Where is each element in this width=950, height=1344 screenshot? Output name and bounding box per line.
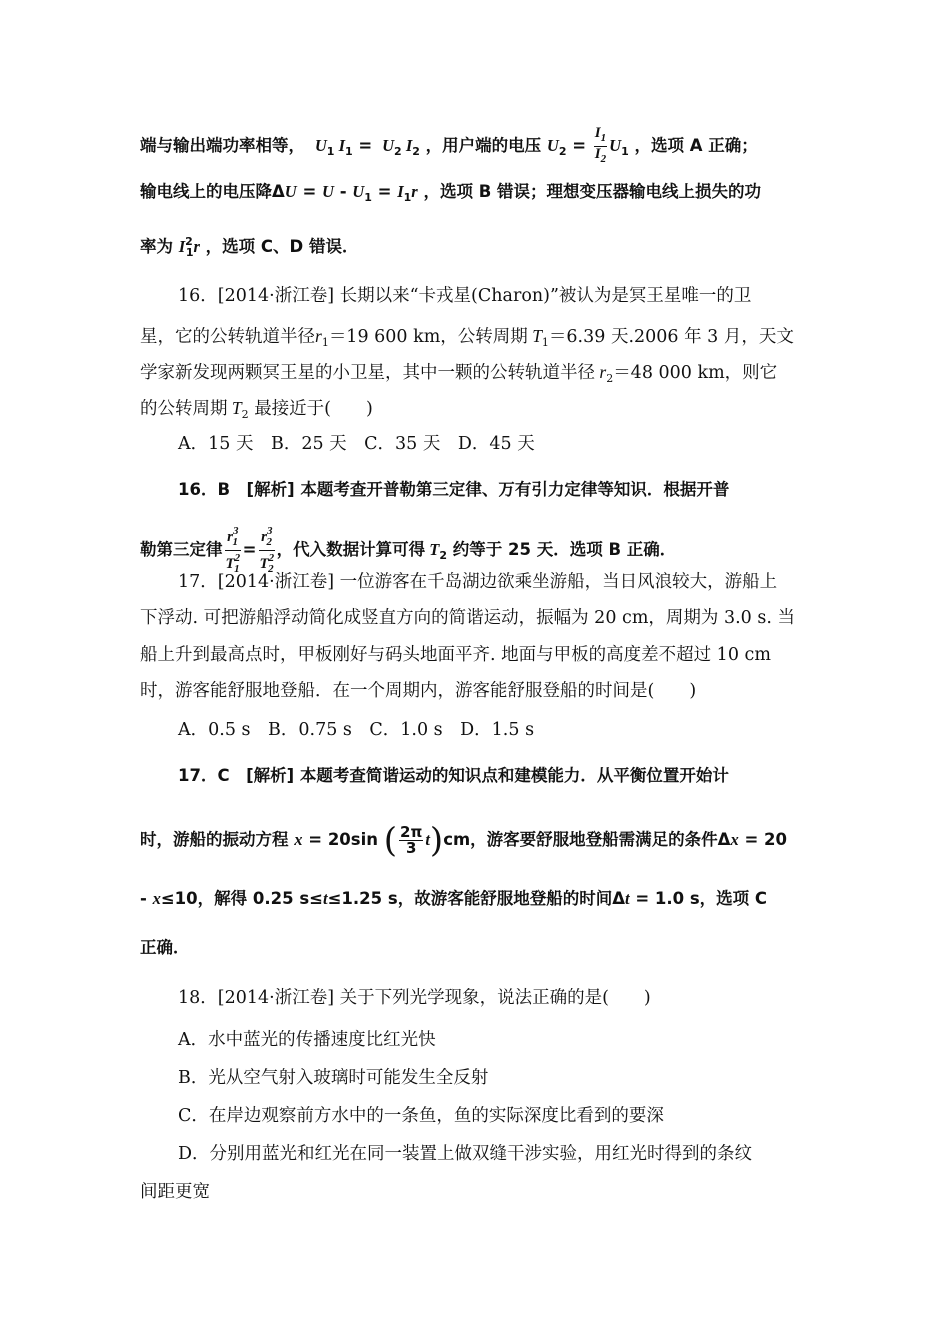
q17-answer-line-1: 17．C [解析] 本题考查简谐运动的知识点和建模能力．从平衡位置开始计 — [178, 766, 729, 785]
q16-stem-line-1: 16．[2014·浙江卷] 长期以来“卡戎星(Charon)”被认为是冥王星唯一的卫 — [178, 286, 752, 306]
q17-stem-line-3: 船上升到最高点时，甲板刚好与码头地面平齐. 地面与甲板的高度差不超过 10 cm — [140, 645, 771, 665]
q18-option-a: A．水中蓝光的传播速度比红光快 — [178, 1030, 436, 1050]
q16-answer-line-1: 16．B [解析] 本题考查开普勒第三定律、万有引力定律等知识．根据开普 — [178, 480, 730, 499]
q17-stem-line-1: 17．[2014·浙江卷] 一位游客在千岛湖边欲乘坐游船，当日风浪较大，游船上 — [178, 572, 778, 592]
q16-stem-line-3: 学家新发现两颗冥王星的小卫星，其中一颗的公转轨道半径 $r_2=48$ 000 km，则它 — [140, 362, 778, 385]
q17-options: A．0.5 s B．0.75 s C．1.0 s D．1.5 s — [178, 720, 535, 740]
q16-answer-line-2: 勒第三定律 $\frac{r^3_1}{T^2_1}$ = $\frac{r^3_2}{T^2_2}$ ，代入数据计算可得 $T_2$ 约等于 25 天．选项 B 正确． — [140, 525, 677, 575]
q17-answer-line-2: 时，游船的振动方程 x = 20sin ( $\frac{2\pi}{3}$ t)cm，游客要舒服地登船需满足的条件Δx = 20 — [140, 820, 787, 861]
fraction-r2-t2: $\frac{r^3_2}{T^2_2}$ — [259, 525, 275, 575]
fraction-i1-i2: $\frac{I_1}{I_2}$ — [594, 125, 607, 165]
q16-stem-line-2: 星，它的公转轨道半径$r_1=19$ 600 km，公转周期 $T_1=6.39$ 天.2006 年 3 月，天文 — [140, 326, 794, 349]
q18-stem: 18．[2014·浙江卷] 关于下列光学现象，说法正确的是( ) — [178, 988, 651, 1008]
q15-answer-line-2: 输电线上的电压降$\Delta U = U - U_1 = I_1r$ ，选项 B 错误；理想变压器输电线上损失的功 — [140, 182, 762, 204]
q18-option-d: D．分别用蓝光和红光在同一装置上做双缝干涉实验，用红光时得到的条纹 — [178, 1144, 753, 1164]
q17-answer-line-3: - x≤10，解得 0.25 s≤t≤1.25 s，故游客能舒服地登船的时间Δt = 1.0 s，选项 C — [140, 889, 768, 908]
q17-answer-line-4: 正确． — [140, 938, 190, 957]
fraction-2pi-3: $\frac{2\pi}{3}$ — [400, 823, 423, 857]
q17-stem-line-4: 时，游客能舒服地登船．在一个周期内，游客能舒服登船的时间是( ) — [140, 681, 697, 701]
q16-stem-line-4: 的公转周期 $T_2$ 最接近于( ) — [140, 398, 373, 421]
q16-options: A．15 天 B．25 天 C．35 天 D．45 天 — [178, 434, 535, 454]
q15-answer-line-1: 端与输出端功率相等， $U_1$ $I_1 = U_2$ $I_2$ ，用户端的电压 $U_2$ = $\frac{I_1}{I_2}$ $U_1$ ，选项 A 正确； — [140, 125, 758, 165]
q18-option-d-continued: 间距更宽 — [140, 1182, 210, 1202]
q18-option-c: C．在岸边观察前方水中的一条鱼，鱼的实际深度比看到的要深 — [178, 1106, 664, 1126]
q18-option-b: B．光从空气射入玻璃时可能发生全反射 — [178, 1068, 489, 1088]
q15-answer-line-3: 率为 $I^2_1r$ ，选项 C、D 错误． — [140, 235, 359, 259]
fraction-r1-t1: $\frac{r^3_1}{T^2_1}$ — [225, 525, 241, 575]
q17-stem-line-2: 下浮动. 可把游船浮动简化成竖直方向的简谐运动，振幅为 20 cm，周期为 3.0 s. 当 — [140, 608, 795, 628]
